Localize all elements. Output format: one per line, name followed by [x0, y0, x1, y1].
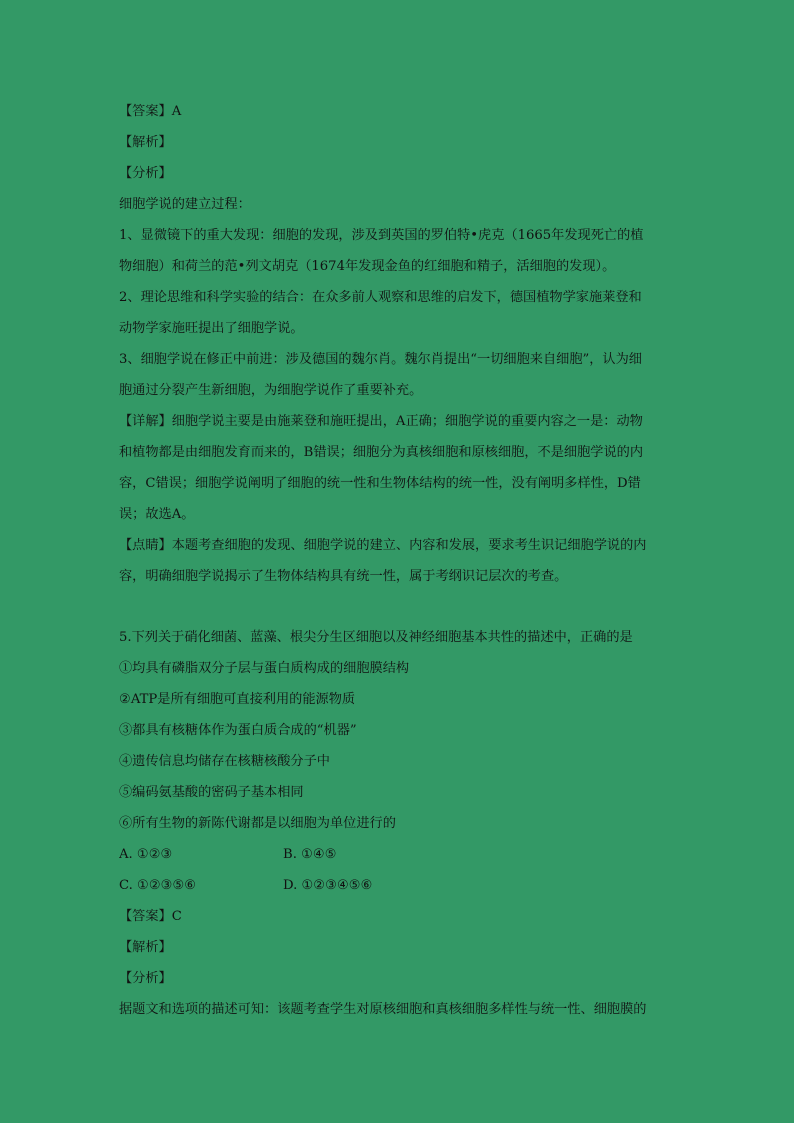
- fenxi-heading: 【分析】: [119, 971, 172, 986]
- point-line: 容，明确细胞学说揭示了生物体结构具有统一性，属于考纲识记层次的考查。: [119, 569, 568, 584]
- paragraph-line: 胞通过分裂产生新细胞，为细胞学说作了重要补充。: [119, 383, 423, 398]
- options-row: [119, 872, 679, 903]
- statement-item: ⑤编码氨基酸的密码子基本相同: [119, 785, 304, 800]
- answer-label: 【答案】A: [119, 104, 182, 119]
- options-row: [119, 841, 679, 872]
- statement-item: ③都具有核糖体作为蛋白质合成的“机器”: [119, 723, 357, 738]
- question-stem: 5.下列关于硝化细菌、蓝藻、根尖分生区细胞以及神经细胞基本共性的描述中，正确的是: [119, 630, 633, 645]
- statement-item: ④遗传信息均储存在核糖核酸分子中: [119, 754, 330, 769]
- statement-item: ⑥所有生物的新陈代谢都是以细胞为单位进行的: [119, 816, 396, 831]
- intro-text: 细胞学说的建立过程：: [119, 197, 251, 212]
- detail-line: 和植物都是由细胞发育而来的，B错误；细胞分为真核细胞和原核细胞，不是细胞学说的内: [119, 445, 643, 460]
- paragraph-line: 1、显微镜下的重大发现：细胞的发现，涉及到英国的罗伯特•虎克（1665年发现死亡的植: [119, 228, 644, 243]
- detail-line: 容，C错误；细胞学说阐明了细胞的统一性和生物体结构的统一性，没有阐明多样性，D错: [119, 476, 641, 491]
- option-d: D. ①②③④⑤⑥: [283, 878, 373, 893]
- option-a: A. ①②③: [119, 847, 173, 862]
- paragraph-line: 动物学家施旺提出了细胞学说。: [119, 321, 304, 336]
- detail-line: 误；故选A。: [119, 507, 195, 522]
- option-c: C. ①②③⑤⑥: [119, 878, 197, 893]
- section-gap: [119, 594, 679, 624]
- analysis-heading: 【解析】: [119, 135, 172, 150]
- point-line: 【点睛】本题考查细胞的发现、细胞学说的建立、内容和发展，要求考生识记细胞学说的内: [119, 538, 647, 553]
- paragraph-line: 3、细胞学说在修正中前进：涉及德国的魏尔肖。魏尔肖提出“一切细胞来自细胞”，认为细: [119, 352, 642, 367]
- statement-item: ①均具有磷脂双分子层与蛋白质构成的细胞膜结构: [119, 661, 410, 676]
- answer-label: 【答案】C: [119, 909, 182, 924]
- fenxi-heading: 【分析】: [119, 166, 172, 181]
- analysis-heading: 【解析】: [119, 940, 172, 955]
- document-body: [119, 98, 679, 1027]
- paragraph-line: 据题文和选项的描述可知：该题考查学生对原核细胞和真核细胞多样性与统一性、细胞膜的: [119, 1002, 647, 1017]
- detail-line: 【详解】细胞学说主要是由施莱登和施旺提出，A正确；细胞学说的重要内容之一是：动物: [119, 414, 643, 429]
- paragraph-line: 物细胞）和荷兰的范•列文胡克（1674年发现金鱼的红细胞和精子，活细胞的发现）。: [119, 259, 616, 274]
- paragraph-line: 2、理论思维和科学实验的结合：在众多前人观察和思维的启发下，德国植物学家施莱登和: [119, 290, 642, 305]
- option-b: B. ①④⑤: [283, 847, 337, 862]
- statement-item: ②ATP是所有细胞可直接利用的能源物质: [119, 692, 356, 707]
